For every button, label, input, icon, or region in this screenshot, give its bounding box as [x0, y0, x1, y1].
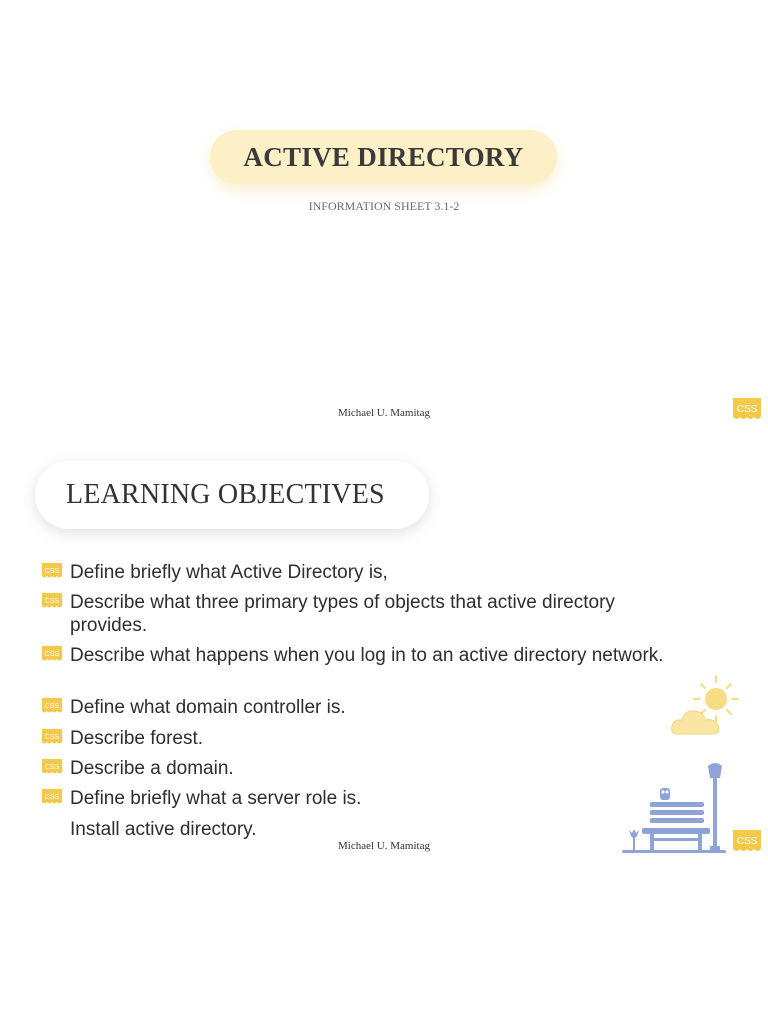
svg-text:CSS: CSS — [44, 794, 60, 801]
svg-text:CSS: CSS — [44, 568, 60, 575]
list-item — [44, 591, 690, 637]
css-bullet-icon — [42, 563, 62, 580]
slide-subtitle: INFORMATION SHEET 3.1-2 — [308, 199, 460, 213]
objective-text: Define what domain controller is. — [70, 697, 346, 718]
badge-label: CSS — [736, 404, 758, 415]
css-badge-icon — [732, 829, 762, 855]
objective-text: Install active directory. — [70, 819, 257, 840]
park-bench-lamp-icon — [620, 760, 728, 856]
svg-text:CSS: CSS — [44, 734, 60, 741]
author-footer: Michael U. Mamitag — [338, 407, 430, 419]
list-item — [44, 696, 690, 719]
css-bullet-icon — [42, 593, 62, 610]
svg-text:CSS: CSS — [44, 598, 60, 605]
css-bullet-icon — [42, 698, 62, 715]
css-badge-icon — [732, 397, 762, 423]
author-footer: Michael U. Mamitag — [338, 840, 430, 852]
css-bullet-icon — [42, 729, 62, 746]
css-bullet-icon — [42, 789, 62, 806]
list-item — [44, 727, 690, 750]
list-item — [44, 757, 690, 780]
title-banner — [210, 130, 557, 184]
slide-title: ACTIVE DIRECTORY — [243, 141, 524, 172]
objective-text: Define briefly what Active Directory is, — [70, 562, 388, 583]
slide-heading: LEARNING OBJECTIVES — [66, 479, 385, 510]
objective-text: Define briefly what a server role is. — [70, 788, 362, 809]
badge-label: CSS — [736, 836, 758, 847]
title-slide — [0, 0, 768, 432]
list-item — [44, 787, 690, 810]
list-item — [44, 561, 690, 584]
objectives-slide — [0, 434, 768, 864]
svg-text:CSS: CSS — [44, 703, 60, 710]
svg-text:CSS: CSS — [44, 764, 60, 771]
list-item — [44, 644, 690, 667]
css-bullet-icon — [42, 646, 62, 663]
list-item — [70, 818, 690, 841]
svg-text:CSS: CSS — [44, 651, 60, 658]
objective-text: Describe what three primary types of objects that active directory provides. — [70, 592, 615, 636]
css-bullet-icon — [42, 759, 62, 776]
objective-text: Describe a domain. — [70, 758, 234, 779]
objective-text: Describe what happens when you log in to an active directory network. — [70, 645, 664, 666]
sun-cloud-icon — [668, 672, 740, 738]
objective-text: Describe forest. — [70, 728, 204, 749]
